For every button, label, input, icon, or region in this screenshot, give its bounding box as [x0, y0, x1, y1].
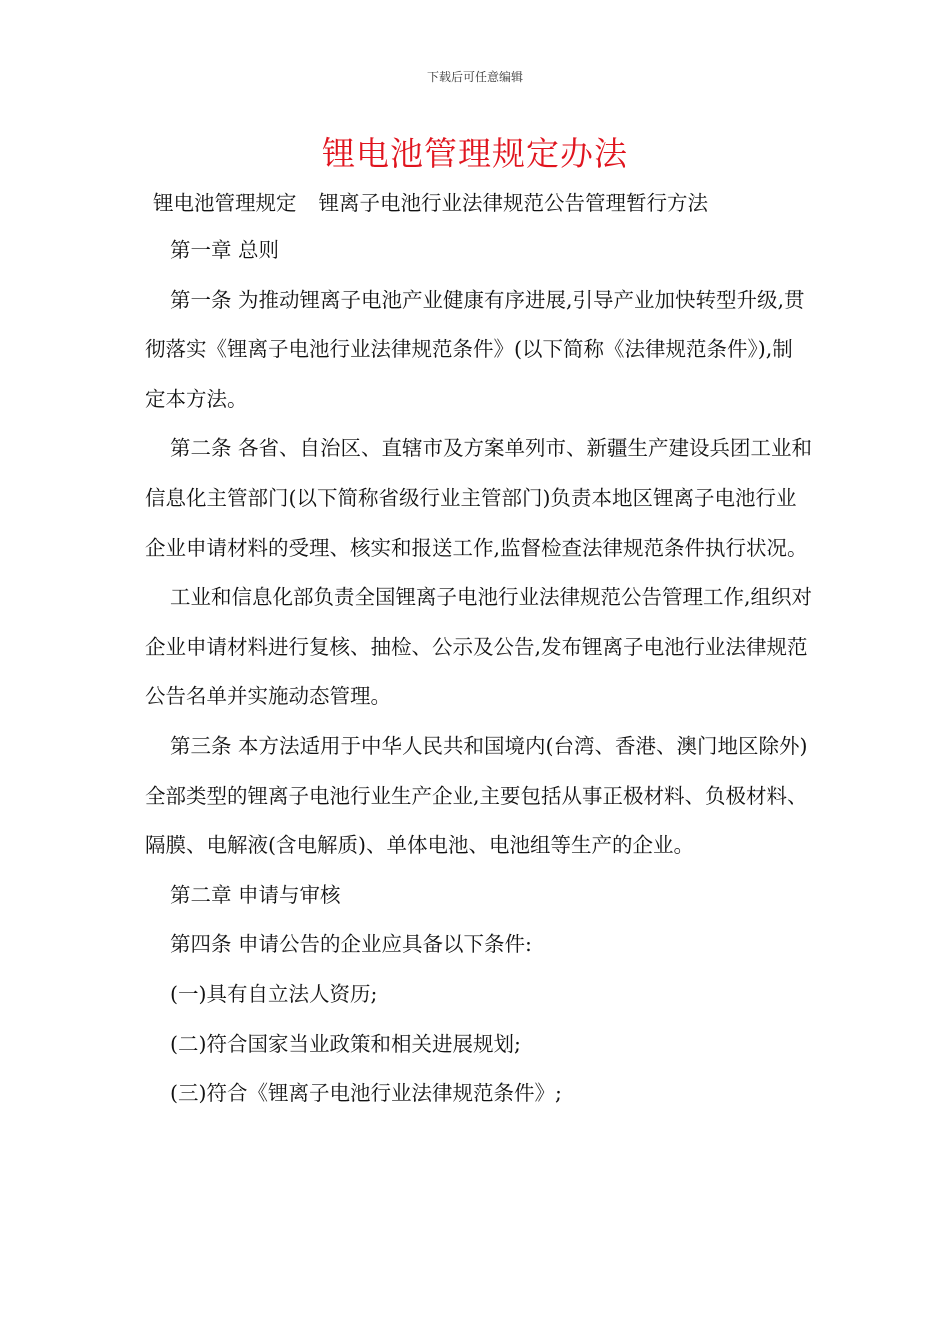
paragraph: 第四条 申请公告的企业应具备以下条件: [170, 932, 532, 957]
list-item: (三)符合《锂离子电池行业法律规范条件》; [170, 1081, 562, 1106]
document-subtitle [153, 186, 853, 216]
document-title: 锂电池管理规定办法 [322, 134, 628, 173]
subtitle-part-1: 锂电池管理规定 [153, 191, 297, 215]
list-item: (二)符合国家当业政策和相关进展规划; [170, 1031, 521, 1056]
header-note: 下载后可任意编辑 [426, 70, 523, 84]
list-item: (一)具有自立法人资历; [170, 981, 378, 1006]
document-body [145, 226, 813, 1119]
paragraph: 第二条 各省、自治区、直辖市及方案单列市、新疆生产建设兵团工业和信息化主管部门(以下简称省级行业主管部门)负责本地区锂离子电池行业企业申请材料的受理、核实和报送工作,监督检查法律规范条件执行状况。 [145, 436, 813, 560]
subtitle-part-2: 锂离子电池行业法律规范公告管理暂行方法 [318, 191, 708, 215]
chapter-heading: 第一章 总则 [170, 238, 280, 262]
chapter-heading: 第二章 申请与审核 [170, 882, 341, 907]
paragraph: 第一条 为推动锂离子电池产业健康有序进展,引导产业加快转型升级,贯彻落实《锂离子电池行业法律规范条件》(以下简称《法律规范条件》),制定本方法。 [145, 287, 805, 411]
paragraph: 第三条 本方法适用于中华人民共和国境内(台湾、香港、澳门地区除外)全部类型的锂离子电池行业生产企业,主要包括从事正极材料、负极材料、隔膜、电解液(含电解质)、单体电池、电池组等生产的企业。 [145, 733, 808, 858]
paragraph: 工业和信息化部负责全国锂离子电池行业法律规范公告管理工作,组织对企业申请材料进行复核、抽检、公示及公告,发布锂离子电池行业法律规范公告名单并实施动态管理。 [145, 585, 813, 709]
